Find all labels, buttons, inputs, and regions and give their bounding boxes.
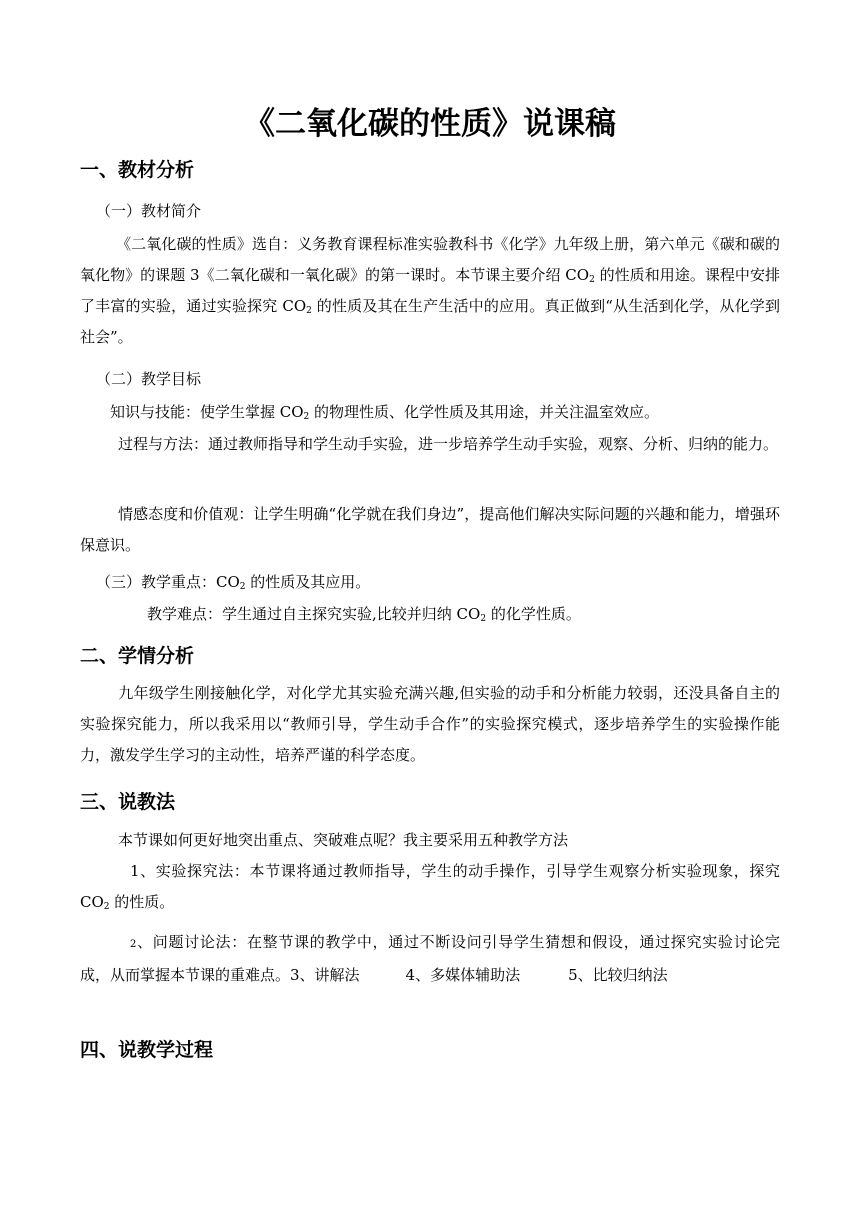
paragraph-student-analysis bbox=[80, 678, 780, 771]
goal3-text: 情感态度和价值观：让学生明确“化学就在我们身边”，提高他们解决实际问题的兴趣和能力，增强环保意识。 bbox=[80, 505, 780, 554]
subheading-teaching-goals: （二）教学目标 bbox=[96, 370, 202, 388]
key-text-b: 的性质及其应用。 bbox=[245, 573, 371, 591]
section-heading-student-analysis: 二、学情分析 bbox=[80, 645, 195, 667]
section-heading-teaching-process: 四、说教学过程 bbox=[80, 1039, 214, 1061]
goal1-subscript: 2 bbox=[303, 412, 310, 422]
goal1-text-a: 知识与技能：使学生掌握 CO bbox=[110, 403, 304, 421]
intro-text-b: 的性质和用途。课程中安排了丰富的实验，通过实验探究 CO bbox=[80, 266, 780, 315]
method-problem-discussion bbox=[80, 927, 780, 991]
method1-text-b: 的性质。 bbox=[109, 893, 175, 911]
method-experiment-inquiry bbox=[80, 856, 780, 918]
student-analysis-text: 九年级学生刚接触化学，对化学尤其实验充满兴趣,但实验的动手和分析能力较弱，还没具备自主的实验探究能力，所以我采用以“教师引导，学生动手合作”的实验探究模式，逐步培养学生的实验操作能力，激发学生学习的主动性，培养严谨的科学态度。 bbox=[80, 684, 780, 764]
method1-subscript: 2 bbox=[103, 902, 110, 912]
diff-text-b: 的化学性质。 bbox=[486, 605, 581, 623]
teaching-difficult-point bbox=[147, 603, 581, 625]
methods-intro: 本节课如何更好地突出重点、突破难点呢？我主要采用五种教学方法 bbox=[118, 831, 569, 849]
section-heading-textbook-analysis: 一、教材分析 bbox=[80, 159, 195, 181]
intro-subscript: 2 bbox=[589, 275, 595, 285]
goal2-text: 过程与方法：通过教师指导和学生动手实验，进一步培养学生动手实验，观察、分析、归纳的能力。 bbox=[118, 435, 779, 453]
intro-subscript-b: 2 bbox=[306, 306, 312, 316]
goal-knowledge-skills bbox=[110, 401, 659, 423]
goal1-text-b: 的物理性质、化学性质及其用途，并关注温室效应。 bbox=[309, 403, 660, 421]
intro-text-c: 的性质及其在生产生活中的应用。真正做到“从生活到化学，从化学到社会”。 bbox=[80, 297, 780, 346]
key-subscript: 2 bbox=[239, 582, 246, 592]
paragraph-textbook-intro bbox=[80, 229, 780, 353]
goal-emotion-values bbox=[80, 499, 780, 561]
method2-text: 、问题讨论法：在整节课的教学中，通过不断设问引导学生猜想和假设，通过探究实验讨论完成，从而掌握本节课的重难点。3、讲解法 bbox=[80, 933, 780, 984]
document-title: 《二氧化碳的性质》说课稿 bbox=[244, 106, 616, 142]
subheading-textbook-intro: （一）教材简介 bbox=[96, 202, 202, 220]
method4-text: 4、多媒体辅助法 bbox=[405, 966, 521, 984]
method1-text-a: 1、实验探究法：本节课将通过教师指导，学生的动手操作，引导学生观察分析实验现象，探究 CO bbox=[80, 862, 780, 911]
section-heading-teaching-methods: 三、说教法 bbox=[80, 791, 176, 813]
diff-text-a: 教学难点：学生通过自主探究实验,比较并归纳 CO bbox=[147, 605, 481, 623]
key-text-a: （三）教学重点：CO bbox=[96, 573, 240, 591]
method5-text: 5、比较归纳法 bbox=[568, 966, 668, 984]
diff-subscript: 2 bbox=[480, 614, 487, 624]
goal-process-method bbox=[80, 429, 780, 460]
teaching-key-point bbox=[96, 571, 370, 593]
method2-number: 2 bbox=[130, 939, 137, 950]
intro-text-a: 《二氧化碳的性质》选自：义务教育课程标准实验教科书《化学》九年级上册，第六单元《碳和碳的氧化物》的课题 3《二氧化碳和一氧化碳》的第一课时。本节课主要介绍 CO bbox=[80, 235, 780, 284]
